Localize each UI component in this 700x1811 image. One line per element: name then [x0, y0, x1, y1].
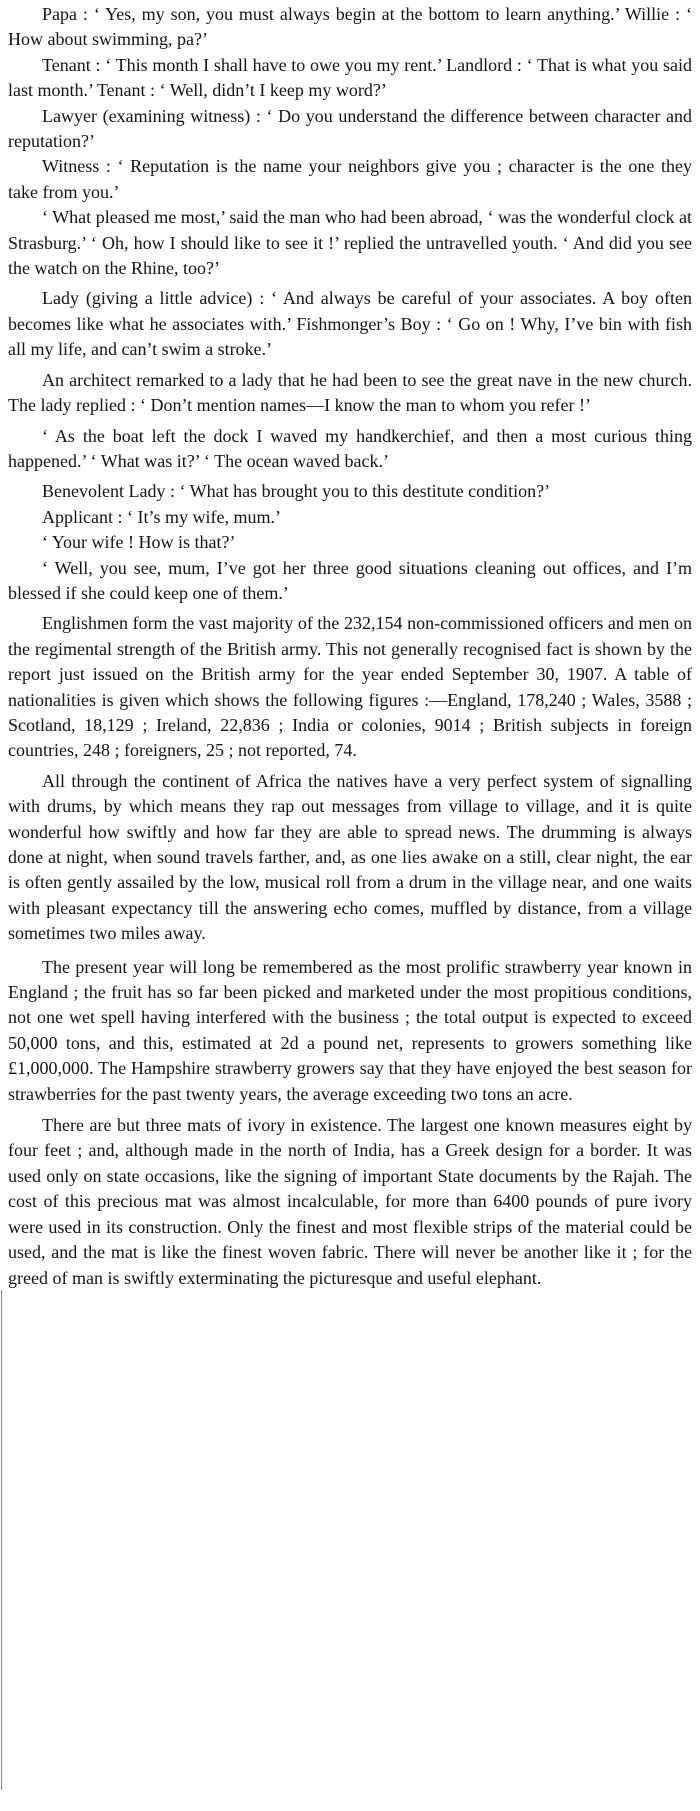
paragraph-witness: Witness : ‘ Reputation is the name your neighbors give you ; character is the one they take from you.’ — [8, 156, 692, 202]
paragraph-africa: All through the continent of Africa the natives have a very perfect system of signalling with drums, by which means they rap out messages from village to village, and it is quite wonderful how swiftly and how far they are able to spread news. The drumming is always done at night, when sound travels farther, and, as one lies awake on a still, clear night, the ear is often gently assailed by the low, musical roll from a drum in the village near, and one waits with pleasant expectancy till the answering echo comes, muffled by distance, from a village sometimes two miles away. — [8, 770, 692, 944]
paragraph-papa: Papa : ‘ Yes, my son, you must always begin at the bottom to learn anything.’ Willie : ‘ How about swimming, pa?’ — [8, 4, 692, 50]
paragraph-strawberry: The present year will long be remembered as the most prolific strawberry year known in England ; the fruit has so far been picked and marketed under the most propitious conditions, not one wet spell having interfered with the business ; the total output is expected to exceed 50,000 tons, and this, estimated at 2d a pound net, represents to growers something like £1,000,000. The Hampshire strawberry growers say that they have enjoyed the best season for strawberries for the past twenty years, the average exceeding two tons an acre. — [8, 956, 692, 1104]
scan-edge-line — [1, 1290, 2, 1790]
paragraph-englishmen: Englishmen form the vast majority of the 232,154 non-commissioned officers and men on the regimental strength of the British army. This not generally recognised fact is shown by the report just issued on the British army for the year ended September 30, 1907. A table of nationalities is given which shows the following figures :—England, 178,240 ; Wales, 3588 ; Scotland, 18,129 ; Ireland, 22,836 ; India or colonies, 9014 ; British subjects in foreign countries, 248 ; foreigners, 25 ; not reported, 74. — [8, 613, 692, 761]
paragraph-your-wife: ‘ Your wife ! How is that?’ — [42, 532, 236, 553]
paragraph-architect: An architect remarked to a lady that he had been to see the great nave in the new church. The lady replied : ‘ Don’t mention names—I know the man to whom you refer !’ — [8, 369, 692, 416]
paragraph-lawyer: Lawyer (examining witness) : ‘ Do you understand the difference between character and reputation?’ — [8, 105, 692, 152]
paragraph-clock: ‘ What pleased me most,’ said the man who had been abroad, ‘ was the wonderful clock at Strasburg.’ ‘ Oh, how I should like to see it !’ replied the untravelled youth. ‘ And did you see the watch on the Rhine, too?’ — [8, 207, 692, 279]
paragraph-well-you-see: ‘ Well, you see, mum, I’ve got her three good situations cleaning out offices, and I’m blessed if she could keep one of them.’ — [8, 557, 692, 603]
paragraph-lady: Lady (giving a little advice) : ‘ And always be careful of your associates. A boy often becomes like what he associates with.’ Fishmonger’s Boy : ‘ Go on ! Why, I’ve bin with fish all my life, and can’t swim a stroke.’ — [8, 288, 692, 360]
paragraph-boat: ‘ As the boat left the dock I waved my handkerchief, and then a most curious thing happened.’ ‘ What was it?’ ‘ The ocean waved back.’ — [8, 425, 692, 471]
paragraph-applicant: Applicant : ‘ It’s my wife, mum.’ — [42, 506, 281, 527]
paragraph-tenant: Tenant : ‘ This month I shall have to owe you my rent.’ Landlord : ‘ That is what you said last month.’ Tenant : ‘ Well, didn’t I keep my word?’ — [8, 54, 692, 101]
paragraph-benevolent: Benevolent Lady : ‘ What has brought you to this destitute condition?’ — [42, 481, 551, 502]
paragraph-ivory: There are but three mats of ivory in existence. The largest one known measures eight by four feet ; and, although made in the north of India, has a Greek design for a border. It was used only on state occasions, like the signing of important State documents by the Rajah. The cost of this precious mat was almost incalculable, for more than 6400 pounds of pure ivory were used in its construction. Only the finest and most flexible strips of the material could be used, and the mat is like the finest woven fabric. There will never be another like it ; for the greed of man is swiftly exterminating the picturesque and useful elephant. — [8, 1115, 692, 1288]
